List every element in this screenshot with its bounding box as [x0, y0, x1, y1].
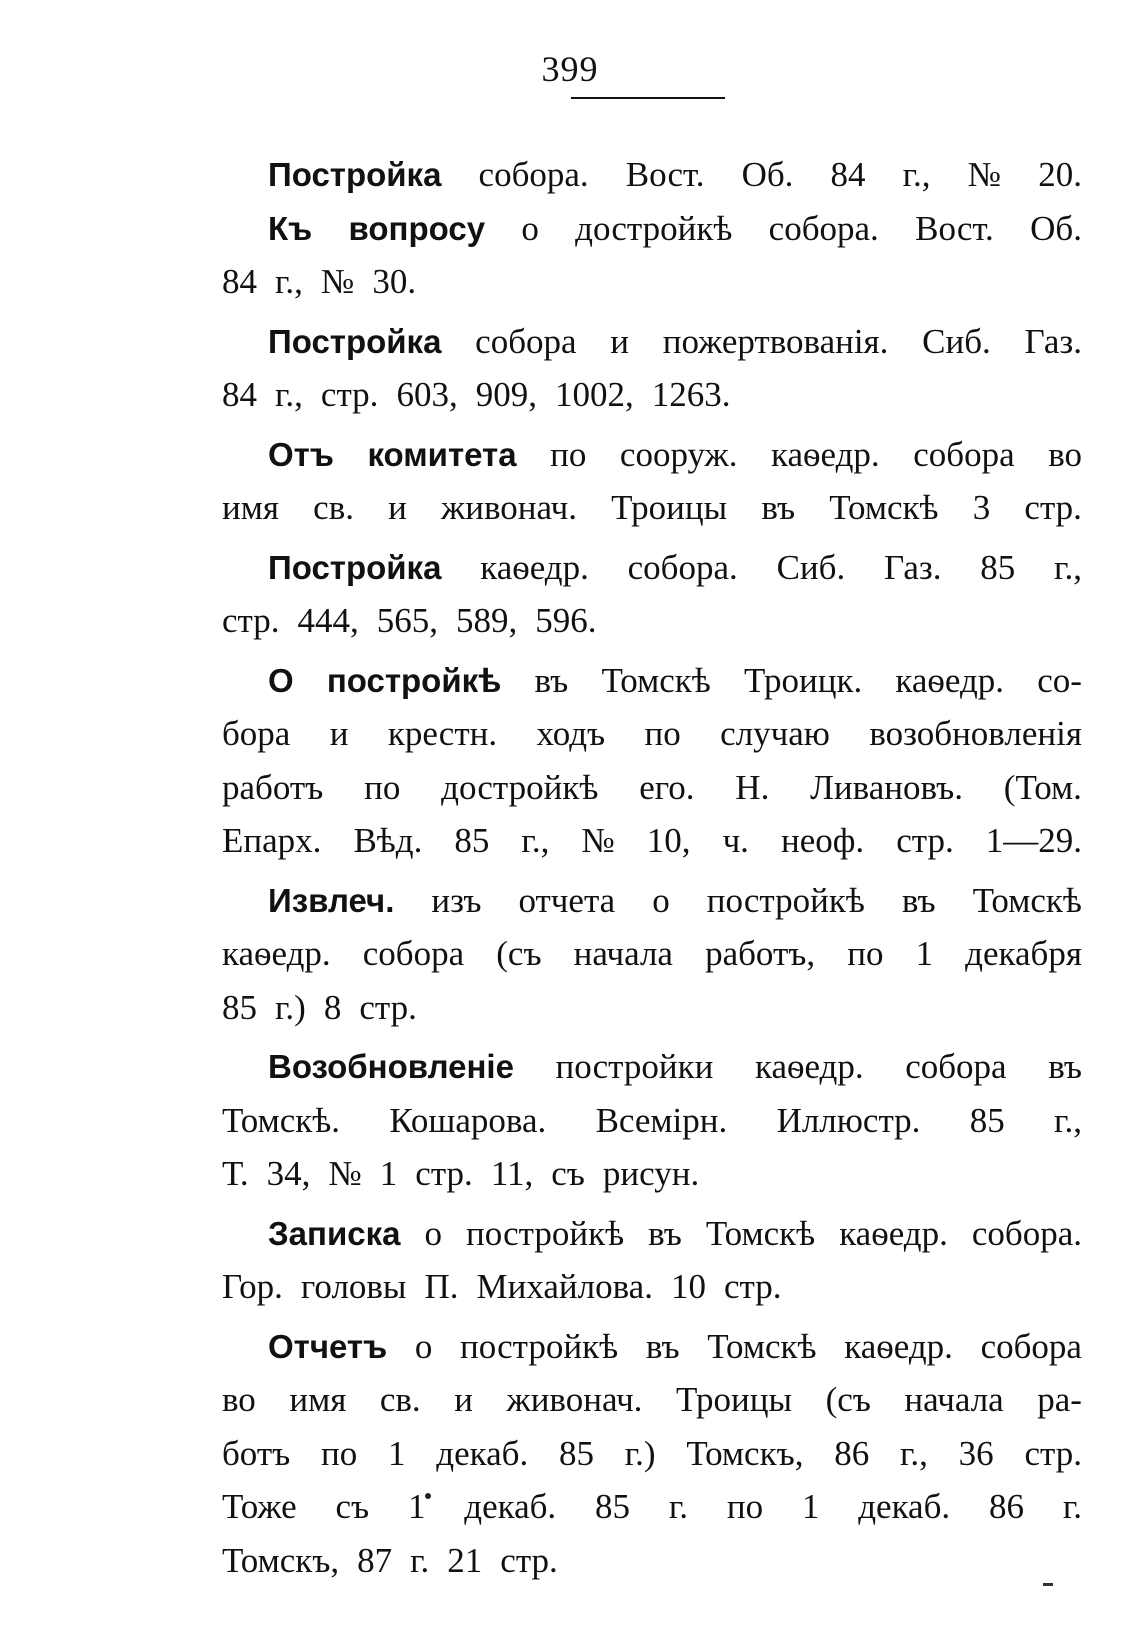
- word: работъ: [222, 767, 324, 807]
- entry-keyword: Постройка: [268, 156, 442, 193]
- word: 86: [988, 1487, 1024, 1526]
- word: Тоже: [222, 1487, 297, 1526]
- word: имя: [289, 1380, 347, 1419]
- word: въ: [901, 880, 936, 920]
- word: Об.: [741, 155, 794, 194]
- text-line: [222, 707, 1082, 761]
- word: рисун.: [602, 1154, 700, 1193]
- word: 565,: [376, 601, 439, 640]
- text-line: [222, 255, 1082, 309]
- word: живонач.: [506, 1380, 643, 1419]
- word: о: [424, 1213, 442, 1253]
- word: 11,: [490, 1154, 534, 1193]
- word: св.: [379, 1380, 421, 1419]
- word: Газ.: [1024, 321, 1082, 361]
- word: г.,: [1054, 1100, 1082, 1140]
- word: Томскъ,: [686, 1433, 804, 1473]
- word: съ: [335, 1487, 370, 1526]
- text-line: [222, 654, 1082, 708]
- entry-keyword: постройкѣ: [326, 661, 502, 699]
- word: по: [644, 714, 681, 753]
- word: собора: [980, 1326, 1082, 1366]
- word: декаб.: [464, 1487, 557, 1526]
- entry-keyword: О: [268, 661, 294, 699]
- word: Вост.: [625, 155, 705, 194]
- word: 8: [323, 987, 342, 1027]
- word: собора: [913, 434, 1015, 474]
- word: 596.: [535, 601, 597, 640]
- word: св.: [313, 488, 354, 527]
- word: 85: [222, 987, 257, 1027]
- entry-keyword: Возобновленіе: [268, 1048, 514, 1085]
- text-line: [222, 148, 1082, 202]
- word: въ: [645, 1326, 680, 1366]
- text-line: [222, 1147, 1082, 1201]
- word: и: [454, 1380, 473, 1419]
- word: 3: [972, 488, 991, 527]
- word: 10,: [646, 821, 691, 860]
- word: начала: [904, 1380, 1004, 1419]
- word: г.,: [521, 821, 550, 860]
- word: Т.: [222, 1154, 249, 1193]
- word: г.,: [275, 262, 303, 301]
- word: г.,: [275, 375, 303, 414]
- word: постройкѣ: [706, 880, 865, 920]
- word: по: [364, 767, 401, 807]
- word: крестн.: [387, 714, 498, 753]
- text-line: [222, 1427, 1082, 1481]
- text-line: [222, 428, 1082, 482]
- word: г.): [275, 987, 306, 1027]
- entry-keyword: Отчетъ: [268, 1327, 388, 1365]
- word: 85: [454, 821, 490, 860]
- word: Томскѣ: [829, 488, 939, 527]
- word: стр.: [1024, 1433, 1082, 1473]
- entry-keyword: Къ: [268, 209, 313, 247]
- word: 21: [447, 1540, 483, 1580]
- word: постройкѣ: [466, 1213, 625, 1253]
- word: 1: [379, 1154, 398, 1193]
- word: Епарх.: [222, 821, 322, 860]
- word: собора.: [971, 1213, 1082, 1253]
- word: во: [1048, 434, 1082, 474]
- word: ра-: [1037, 1380, 1082, 1419]
- word: стр.: [320, 375, 379, 414]
- word: 85: [980, 547, 1016, 587]
- word: собора: [905, 1047, 1007, 1086]
- word: Газ.: [883, 547, 942, 587]
- word: №: [328, 1154, 362, 1193]
- text-line: [222, 594, 1082, 648]
- word: Михайлова.: [476, 1267, 653, 1306]
- word: въ: [761, 488, 796, 527]
- word: Томскѣ: [972, 880, 1082, 920]
- word: г.,: [899, 1433, 928, 1473]
- word: ч.: [722, 821, 749, 860]
- page-number: 399: [541, 49, 599, 89]
- word: и: [329, 714, 349, 753]
- word: постройкѣ: [460, 1326, 619, 1366]
- text-line: [222, 981, 1082, 1035]
- word: Сиб.: [776, 547, 846, 587]
- word: стр.: [1024, 488, 1082, 527]
- word: въ: [648, 1213, 682, 1253]
- word: Троицы: [675, 1380, 793, 1419]
- text-line: [222, 761, 1082, 815]
- word: 85: [595, 1487, 631, 1526]
- word: 34,: [266, 1154, 311, 1193]
- word: (съ: [825, 1380, 871, 1419]
- word: г.: [1062, 1487, 1082, 1526]
- word: г.: [668, 1487, 689, 1526]
- word: собора.: [478, 155, 589, 194]
- ink-speck: [425, 1493, 431, 1499]
- word: по: [550, 434, 587, 474]
- word: и: [388, 488, 407, 527]
- word: 603,: [396, 375, 458, 414]
- word: возобновленія: [869, 714, 1082, 753]
- word: отчета: [518, 880, 616, 920]
- word: Всемірн.: [595, 1100, 728, 1140]
- word: Томскѣ.: [222, 1100, 341, 1140]
- entry-keyword: Постройка: [268, 548, 442, 586]
- entry-keyword: Извлеч.: [268, 881, 395, 919]
- word: собора.: [627, 547, 738, 587]
- text-line: [222, 927, 1082, 981]
- text-line: [222, 874, 1082, 928]
- word: собора: [475, 321, 577, 361]
- word: 84: [830, 155, 866, 194]
- word: бора: [222, 714, 291, 753]
- word: Томскѣ: [707, 1326, 817, 1366]
- word: работъ,: [705, 934, 816, 973]
- text-line: [222, 1320, 1082, 1374]
- word: 1: [388, 1433, 406, 1473]
- text-line: [222, 1094, 1082, 1148]
- word: въ: [534, 660, 569, 700]
- word: каѳедр.: [480, 547, 589, 587]
- ink-speck: [1043, 1583, 1053, 1586]
- word: г.): [624, 1433, 656, 1473]
- header-rule: [571, 97, 725, 99]
- word: пожертвованія.: [662, 321, 889, 361]
- word: 909,: [475, 375, 537, 414]
- word: г.: [410, 1540, 430, 1580]
- word: стр.: [723, 1267, 782, 1306]
- word: 84: [222, 375, 257, 414]
- word: Троицк.: [743, 660, 863, 700]
- word: по: [847, 934, 884, 973]
- word: Ливановъ.: [810, 767, 963, 807]
- text-line: [222, 1260, 1082, 1314]
- word: начала: [573, 934, 673, 973]
- word: въ: [1048, 1047, 1082, 1086]
- word: 87: [357, 1540, 393, 1580]
- text-line: [222, 368, 1082, 422]
- entry-keyword: Отъ: [268, 435, 334, 473]
- word: Н.: [735, 767, 770, 807]
- word: достройкѣ: [575, 208, 733, 248]
- word: ходъ: [536, 714, 606, 753]
- word: 84: [222, 262, 257, 301]
- word: №: [581, 821, 615, 860]
- word: со-: [1037, 660, 1082, 700]
- word: по: [726, 1487, 764, 1526]
- word: и: [610, 321, 630, 361]
- word: №: [967, 155, 1002, 194]
- entry-keyword: комитета: [367, 435, 517, 473]
- word: 10: [670, 1267, 706, 1306]
- text-line: [222, 1534, 1082, 1588]
- bibliography-entries: [222, 148, 1082, 1587]
- word: 1: [801, 1487, 820, 1526]
- entry-keyword: Записка: [268, 1214, 401, 1252]
- text-line: [222, 202, 1082, 256]
- word: №: [320, 262, 355, 301]
- word: 30.: [372, 262, 417, 301]
- word: 444,: [297, 601, 359, 640]
- word: его.: [639, 767, 695, 807]
- word: г.,: [1054, 547, 1082, 587]
- entry-keyword: Постройка: [268, 322, 442, 360]
- word: Гор.: [222, 1267, 283, 1306]
- word: собора.: [768, 208, 879, 248]
- word: каѳедр.: [844, 1326, 953, 1366]
- word: каѳедр.: [895, 660, 1005, 700]
- word: Томскѣ: [705, 1213, 816, 1253]
- word: случаю: [720, 714, 830, 753]
- word: 85: [969, 1100, 1005, 1140]
- word: Кошарова.: [389, 1100, 547, 1140]
- word: о: [414, 1326, 433, 1366]
- word: Томскѣ: [601, 660, 711, 700]
- word: достройкѣ: [441, 767, 599, 807]
- word: каѳедр.: [771, 434, 880, 474]
- word: Иллюстр.: [776, 1100, 921, 1140]
- word: стр.: [500, 1540, 558, 1580]
- word: сооруж.: [619, 434, 738, 474]
- word: о: [652, 880, 670, 920]
- word: каѳедр.: [754, 1047, 864, 1086]
- word: 1002,: [554, 375, 634, 414]
- word: стр.: [896, 821, 954, 860]
- word: каѳедр.: [222, 934, 331, 973]
- word: П.: [424, 1267, 459, 1306]
- word: декабря: [965, 934, 1082, 973]
- word: стр.: [359, 987, 417, 1027]
- word: 86: [834, 1433, 870, 1473]
- word: Об.: [1030, 208, 1082, 248]
- word: декаб.: [858, 1487, 951, 1526]
- text-line: [222, 814, 1082, 868]
- word: по: [321, 1433, 358, 1473]
- text-line: [222, 481, 1082, 535]
- word: 85: [558, 1433, 594, 1473]
- word: 589,: [456, 601, 518, 640]
- text-line: [222, 1373, 1082, 1427]
- text-line: [222, 315, 1082, 369]
- word: изъ: [431, 880, 482, 920]
- word: стр.: [222, 601, 280, 640]
- text-line: [222, 1040, 1082, 1094]
- word: г.,: [902, 155, 931, 194]
- word: ботъ: [222, 1433, 291, 1473]
- word: (съ: [496, 934, 542, 973]
- word: 36: [958, 1433, 994, 1473]
- word: каѳедр.: [839, 1213, 948, 1253]
- word: стр.: [415, 1154, 473, 1193]
- word: Вѣд.: [353, 821, 423, 860]
- word: неоф.: [780, 821, 865, 860]
- word: съ: [551, 1154, 585, 1193]
- text-line: [222, 541, 1082, 595]
- word: 1: [915, 934, 934, 973]
- word: Троицы: [611, 488, 728, 527]
- word: о: [521, 208, 539, 248]
- word: Вост.: [915, 208, 994, 248]
- word: во: [222, 1380, 256, 1419]
- word: (Том.: [1003, 767, 1082, 807]
- text-line: [222, 1480, 1082, 1534]
- word: 20.: [1038, 155, 1082, 194]
- word: живонач.: [441, 488, 577, 527]
- word: постройки: [555, 1047, 714, 1086]
- word: головы: [300, 1267, 407, 1306]
- word: 1: [407, 1487, 426, 1526]
- word: декаб.: [436, 1433, 529, 1473]
- word: 1263.: [651, 375, 731, 414]
- word: 1—29.: [985, 821, 1082, 860]
- word: имя: [222, 488, 279, 527]
- text-line: [222, 1207, 1082, 1261]
- word: собора: [362, 934, 465, 973]
- entry-keyword: вопросу: [348, 209, 486, 247]
- word: Томскъ,: [222, 1540, 340, 1580]
- word: Сиб.: [922, 321, 991, 361]
